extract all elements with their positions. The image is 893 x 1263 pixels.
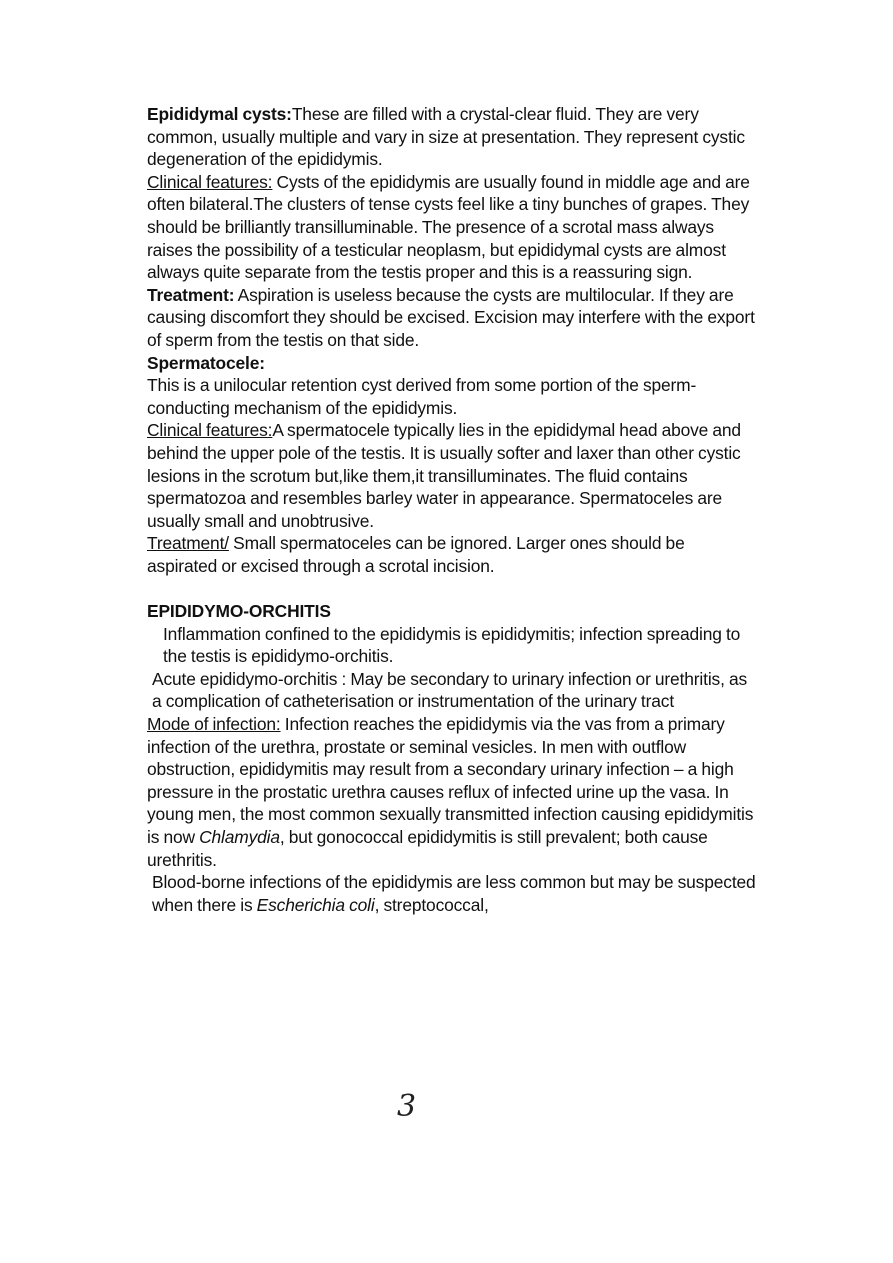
spermatocele-clinical-label: Clinical features: <box>147 420 273 441</box>
mode-of-infection-text-2: , but gonococcal epididymitis is still prevalent; both cause urethritis. <box>147 827 708 870</box>
epididymal-cysts-treatment-text: Aspiration is useless because the cysts are multilocular. If they are causing discomfort they should be excised. Excision may interfere with the export of sperm from the testis on that side. <box>147 284 755 350</box>
escherichia-coli-term: Escherichia coli <box>256 894 375 915</box>
page-number: 3 <box>397 1089 417 1124</box>
epididymo-orchitis-intro: Inflammation confined to the epididymis is epididymitis; infection spreading to the testis is epididymo-orchitis. <box>163 623 741 667</box>
body-text <box>147 103 757 916</box>
blood-borne-text-2: , streptococcal, <box>374 894 489 915</box>
blood-borne-paragraph <box>147 871 757 916</box>
chlamydia-term: Chlamydia <box>199 827 280 847</box>
blood-borne-text-1: Blood-borne infections of the epididymis are less common but may be suspected when there is <box>152 872 756 915</box>
spermatocele-heading: Spermatocele: <box>147 352 265 373</box>
epididymal-cysts-clinical-text: Cysts of the epididymis are usually found in middle age and are often bilateral.The clusters of tense cysts feel like a tiny bunches of grapes. They should be brilliantly transilluminable. The presence of a scrotal mass always raises the possibility of a testicular neoplasm, but epididymal cysts are almost always quite separate from the testis proper and this is a reassuring sign. <box>147 171 750 283</box>
epididymal-cysts-heading: Epididymal cysts: <box>147 104 292 124</box>
epididymal-cysts-clinical-paragraph <box>147 171 757 284</box>
acute-epididymo-orchitis-paragraph: Acute epididymo-orchitis : May be secondary to urinary infection or urethritis, as a complication of catheterisation or instrumentation of the urinary tract <box>152 668 748 712</box>
spermatocele-intro: This is a unilocular retention cyst derived from some portion of the sperm-conducting mechanism of the epididymis. <box>147 375 697 418</box>
spermatocele-clinical-paragraph <box>147 419 757 532</box>
epididymal-cysts-clinical-label: Clinical features: <box>147 171 273 192</box>
spermatocele-treatment-paragraph <box>147 532 757 577</box>
mode-of-infection-paragraph <box>147 713 757 871</box>
epididymal-cysts-paragraph <box>147 103 757 171</box>
mode-of-infection-text-1: Infection reaches the epididymis via the vas from a primary infection of the urethra, prostate or seminal vesicles. In men with outflow obstruction, epididymitis may result from a secondary urinary infection – a high pressure in the prostatic urethra causes reflux of infected urine up the vasa. In young men, the most common sexually transmitted infection causing epididymitis is now <box>147 714 754 847</box>
epididymo-orchitis-heading: EPIDIDYMO-ORCHITIS <box>147 601 331 622</box>
section-spacer <box>147 577 757 600</box>
spermatocele-clinical-text: A spermatocele typically lies in the epididymal head above and behind the upper pole of the testis. It is usually softer and laxer than other cystic lesions in the scrotum but,like them,it transilluminates. The fluid contains spermatozoa and resembles barley water in appearance. Spermatoceles are usually small and unobtrusive. <box>147 420 741 531</box>
mode-of-infection-label: Mode of infection: <box>147 714 281 735</box>
epididymal-cysts-treatment-paragraph <box>147 284 757 352</box>
epididymal-cysts-treatment-label: Treatment: <box>147 284 235 305</box>
spermatocele-treatment-label: Treatment/ <box>147 533 229 554</box>
spermatocele-treatment-text: Small spermatoceles can be ignored. Larger ones should be aspirated or excised through a scrotal incision. <box>147 533 685 576</box>
epididymal-cysts-intro: These are filled with a crystal-clear fluid. They are very common, usually multiple and vary in size at presentation. They represent cystic degeneration of the epididymis. <box>147 104 745 170</box>
